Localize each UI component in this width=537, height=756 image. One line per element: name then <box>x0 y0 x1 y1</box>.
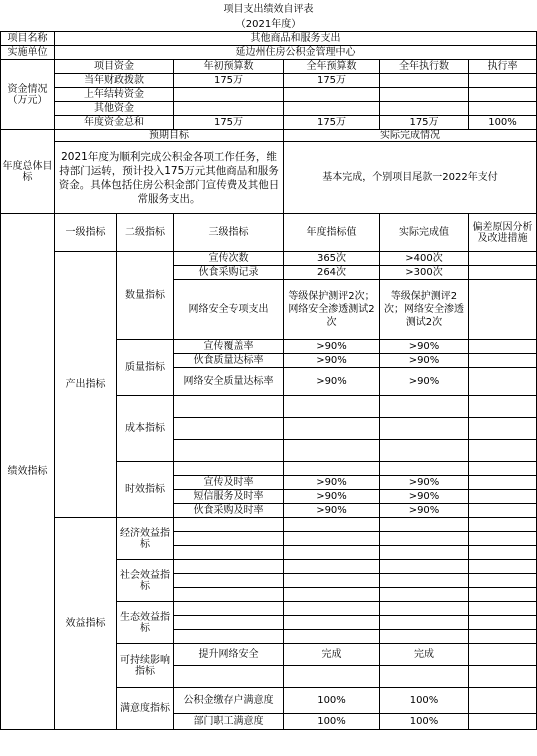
goals-section-label: 年度总体目标 <box>1 130 55 214</box>
indicator-deviation <box>469 644 537 666</box>
indicator-deviation <box>469 560 537 574</box>
indicator-actual: 等级保护测评2次；网络安全渗透测试2次 <box>380 280 469 340</box>
funds-cell: 175万 <box>174 74 284 88</box>
indicator-target <box>284 602 380 616</box>
indicator-actual <box>380 462 469 476</box>
indicator-name: 伙食采购及时率 <box>174 504 284 518</box>
indicator-name <box>174 462 284 476</box>
indicator-target <box>284 560 380 574</box>
goals-header-expected: 预期目标 <box>55 130 284 142</box>
funds-header-executed: 全年执行数 <box>380 60 469 74</box>
funds-header-source: 项目资金 <box>55 60 174 74</box>
indicator-target: >90% <box>284 504 380 518</box>
indicator-target <box>284 396 380 418</box>
benefit-indicator-label: 效益指标 <box>55 518 117 730</box>
indicator-name <box>174 418 284 440</box>
indicator-name: 宣传覆盖率 <box>174 340 284 354</box>
unit-value: 延边州住房公积金管理中心 <box>55 46 537 60</box>
indicator-deviation <box>469 462 537 476</box>
funds-cell <box>174 102 284 116</box>
indicator-actual <box>380 546 469 560</box>
indicator-deviation <box>469 532 537 546</box>
indicator-name: 部门职工满意度 <box>174 714 284 730</box>
funds-header-initial: 年初预算数 <box>174 60 284 74</box>
indicator-actual <box>380 518 469 532</box>
indicator-deviation <box>469 490 537 504</box>
indicator-target: 100% <box>284 688 380 714</box>
indicator-actual <box>380 396 469 418</box>
indicator-name: 宣传及时率 <box>174 476 284 490</box>
funds-cell: 175万 <box>284 116 380 130</box>
satisfaction-indicator-label: 满意度指标 <box>117 688 174 730</box>
funds-cell <box>380 102 469 116</box>
indicator-deviation <box>469 574 537 588</box>
funds-cell: 100% <box>469 116 537 130</box>
indicators-header-level3: 三级指标 <box>174 214 284 252</box>
indicator-deviation <box>469 418 537 440</box>
indicator-actual: >90% <box>380 490 469 504</box>
funds-cell <box>284 88 380 102</box>
indicator-name: 伙食质量达标率 <box>174 354 284 368</box>
indicator-name: 宣传次数 <box>174 252 284 266</box>
indicator-actual: >90% <box>380 354 469 368</box>
indicator-deviation <box>469 588 537 602</box>
sheet-year: （2021年度） <box>235 19 302 30</box>
indicators-header-actual: 实际完成值 <box>380 214 469 252</box>
social-indicator-label: 社会效益指标 <box>117 560 174 602</box>
indicators-header-deviation: 偏差原因分析及改进措施 <box>469 214 537 252</box>
indicator-deviation <box>469 714 537 730</box>
indicator-actual <box>380 560 469 574</box>
quality-indicator-label: 质量指标 <box>117 340 174 396</box>
indicator-target <box>284 588 380 602</box>
indicator-target: 等级保护测评2次；网络安全渗透测试2次 <box>284 280 380 340</box>
indicator-name <box>174 440 284 462</box>
indicators-header-level1: 一级指标 <box>55 214 117 252</box>
indicator-actual <box>380 602 469 616</box>
indicators-header-level2: 二级指标 <box>117 214 174 252</box>
indicator-deviation <box>469 252 537 266</box>
indicator-target: >90% <box>284 490 380 504</box>
economic-indicator-label: 经济效益指标 <box>117 518 174 560</box>
indicator-name: 公积金缴存户满意度 <box>174 688 284 714</box>
indicator-actual: >90% <box>380 476 469 490</box>
project-name-value: 其他商品和服务支出 <box>55 32 537 46</box>
indicator-target: 100% <box>284 714 380 730</box>
indicator-name <box>174 630 284 644</box>
goals-header-actual: 实际完成情况 <box>284 130 537 142</box>
indicator-actual <box>380 588 469 602</box>
funds-row-label: 上年结转资金 <box>55 88 174 102</box>
funds-cell <box>469 88 537 102</box>
indicator-deviation <box>469 546 537 560</box>
indicator-actual: 100% <box>380 714 469 730</box>
indicators-section-label: 绩效指标 <box>1 214 55 730</box>
unit-label: 实施单位 <box>1 46 55 60</box>
indicator-target <box>284 418 380 440</box>
indicator-name <box>174 546 284 560</box>
funds-row-label: 当年财政拨款 <box>55 74 174 88</box>
indicator-actual <box>380 574 469 588</box>
indicator-target <box>284 462 380 476</box>
indicator-name <box>174 560 284 574</box>
funds-header-annual: 全年预算数 <box>284 60 380 74</box>
funds-cell <box>469 102 537 116</box>
indicator-actual: >90% <box>380 504 469 518</box>
indicator-deviation <box>469 266 537 280</box>
indicator-name <box>174 396 284 418</box>
indicator-target <box>284 616 380 630</box>
indicator-name: 网络安全专项支出 <box>174 280 284 340</box>
indicator-name <box>174 666 284 688</box>
indicator-name: 提升网络安全 <box>174 644 284 666</box>
indicator-deviation <box>469 602 537 616</box>
funds-cell <box>469 74 537 88</box>
indicator-name: 网络安全质量达标率 <box>174 368 284 396</box>
indicator-target: >90% <box>284 340 380 354</box>
sustainable-indicator-label: 可持续影响指标 <box>117 644 174 688</box>
indicator-target: >90% <box>284 368 380 396</box>
indicator-actual: >90% <box>380 340 469 354</box>
indicator-actual <box>380 630 469 644</box>
indicator-deviation <box>469 354 537 368</box>
indicator-deviation <box>469 616 537 630</box>
indicator-deviation <box>469 666 537 688</box>
indicator-target: 264次 <box>284 266 380 280</box>
indicator-target <box>284 546 380 560</box>
indicator-target <box>284 574 380 588</box>
indicator-actual: >400次 <box>380 252 469 266</box>
indicator-name: 短信服务及时率 <box>174 490 284 504</box>
indicator-actual: >90% <box>380 368 469 396</box>
goals-actual-text: 基本完成，个别项目尾款一2022年支付 <box>284 142 537 214</box>
indicator-deviation <box>469 368 537 396</box>
indicator-actual <box>380 616 469 630</box>
indicator-actual <box>380 418 469 440</box>
ecological-indicator-label: 生态效益指标 <box>117 602 174 644</box>
funds-cell <box>380 88 469 102</box>
funds-cell: 175万 <box>284 74 380 88</box>
indicator-name <box>174 616 284 630</box>
indicator-deviation <box>469 280 537 340</box>
timeliness-indicator-label: 时效指标 <box>117 462 174 518</box>
indicators-header-annual: 年度指标值 <box>284 214 380 252</box>
indicator-target: >90% <box>284 476 380 490</box>
funds-cell <box>380 74 469 88</box>
funds-row-label: 其他资金 <box>55 102 174 116</box>
indicator-actual <box>380 532 469 546</box>
indicator-actual <box>380 666 469 688</box>
indicator-target <box>284 532 380 546</box>
indicator-name <box>174 602 284 616</box>
quantity-indicator-label: 数量指标 <box>117 252 174 340</box>
indicator-actual: >300次 <box>380 266 469 280</box>
indicator-target <box>284 518 380 532</box>
funds-cell: 175万 <box>380 116 469 130</box>
indicator-deviation <box>469 688 537 714</box>
indicator-name <box>174 574 284 588</box>
indicator-deviation <box>469 518 537 532</box>
funds-cell: 175万 <box>174 116 284 130</box>
indicator-target: 365次 <box>284 252 380 266</box>
indicator-deviation <box>469 440 537 462</box>
indicator-name: 伙食采购记录 <box>174 266 284 280</box>
indicator-actual: 100% <box>380 688 469 714</box>
goals-expected-text: 2021年度为顺利完成公积金各项工作任务，维持部门运转，预计投入175万元其他商品和服务资金。具体包括住房公积金部门宣传费及其他日常服务支出。 <box>55 142 284 214</box>
indicator-actual: 完成 <box>380 644 469 666</box>
indicator-target: 完成 <box>284 644 380 666</box>
output-indicator-label: 产出指标 <box>55 252 117 518</box>
indicator-target <box>284 666 380 688</box>
funds-cell <box>174 88 284 102</box>
indicator-name <box>174 532 284 546</box>
project-name-label: 项目名称 <box>1 32 55 46</box>
indicator-target: >90% <box>284 354 380 368</box>
indicator-name <box>174 518 284 532</box>
indicator-name <box>174 588 284 602</box>
indicator-deviation <box>469 476 537 490</box>
indicator-deviation <box>469 340 537 354</box>
funds-section-label: 资金情况（万元） <box>1 60 55 130</box>
indicator-target <box>284 630 380 644</box>
indicator-actual <box>380 440 469 462</box>
funds-header-rate: 执行率 <box>469 60 537 74</box>
indicator-deviation <box>469 504 537 518</box>
funds-row-label: 年度资金总和 <box>55 116 174 130</box>
indicator-target <box>284 440 380 462</box>
indicator-deviation <box>469 630 537 644</box>
sheet-title: 项目支出绩效自评表 <box>223 3 314 15</box>
indicator-deviation <box>469 396 537 418</box>
cost-indicator-label: 成本指标 <box>117 396 174 462</box>
funds-cell <box>284 102 380 116</box>
